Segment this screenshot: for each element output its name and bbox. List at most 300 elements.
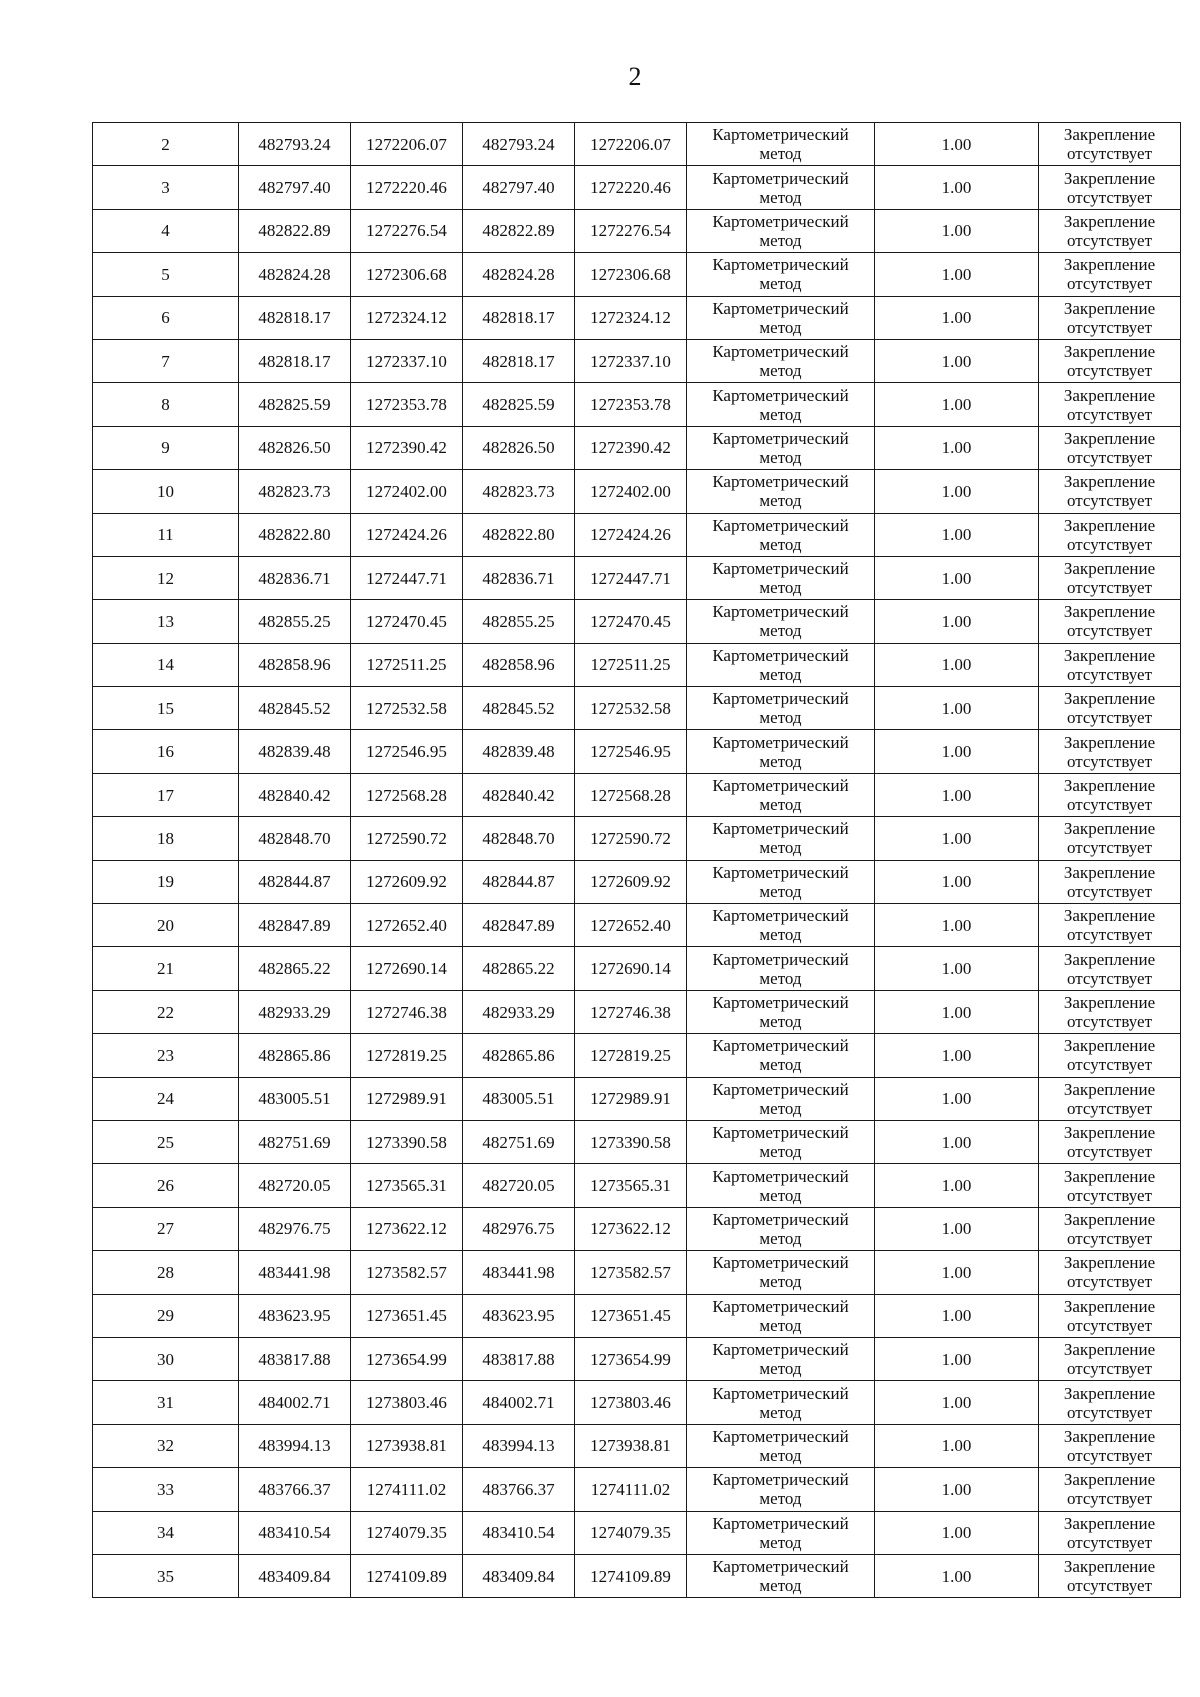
y-coordinate-new-cell: 1273622.12	[575, 1207, 687, 1250]
y-coordinate-new-cell: 1272470.45	[575, 600, 687, 643]
fixation-text: Закрепление	[1063, 515, 1156, 535]
y-coordinate-cell: 1272206.07	[351, 123, 463, 166]
fixation-text: Закрепление	[1063, 428, 1156, 448]
method-text: Картометрический	[712, 1513, 849, 1533]
fixation-text: Закрепление	[1063, 1557, 1156, 1577]
method-text: метод	[759, 881, 802, 901]
method-text: Картометрический	[712, 732, 849, 752]
accuracy-cell: 1.00	[875, 990, 1039, 1033]
fixation-text: Закрепление	[1063, 255, 1156, 275]
y-coordinate-cell: 1273654.99	[351, 1337, 463, 1380]
fixation-text: отсутствует	[1066, 1489, 1153, 1509]
table-row	[93, 600, 1181, 643]
y-coordinate-new-cell: 1273390.58	[575, 1120, 687, 1163]
fixation-text: отсутствует	[1066, 925, 1153, 945]
fixation-text: отсутствует	[1066, 1012, 1153, 1031]
y-coordinate-new-cell: 1272390.42	[575, 426, 687, 469]
method-text: Картометрический	[712, 298, 849, 318]
accuracy-cell: 1.00	[875, 383, 1039, 426]
table-row	[93, 1034, 1181, 1077]
accuracy-cell: 1.00	[875, 1034, 1039, 1077]
y-coordinate-new-cell: 1273654.99	[575, 1337, 687, 1380]
fixation-text: Закрепление	[1063, 776, 1156, 796]
point-number-cell: 27	[93, 1207, 239, 1250]
point-number-cell: 7	[93, 339, 239, 382]
y-coordinate-new-cell: 1272609.92	[575, 860, 687, 903]
x-coordinate-new-cell: 483409.84	[463, 1554, 575, 1597]
y-coordinate-new-cell: 1272353.78	[575, 383, 687, 426]
method-text: метод	[759, 187, 802, 207]
x-coordinate-cell: 482823.73	[239, 470, 351, 513]
method-text: метод	[759, 491, 802, 511]
x-coordinate-new-cell: 483766.37	[463, 1468, 575, 1511]
fixation-cell	[1039, 513, 1181, 556]
fixation-text: отсутствует	[1066, 187, 1153, 207]
method-text: Картометрический	[712, 1296, 849, 1316]
point-number-cell: 24	[93, 1077, 239, 1120]
accuracy-cell: 1.00	[875, 1120, 1039, 1163]
y-coordinate-cell: 1272220.46	[351, 166, 463, 209]
x-coordinate-cell: 484002.71	[239, 1381, 351, 1424]
fixation-cell	[1039, 1034, 1181, 1077]
y-coordinate-cell: 1272590.72	[351, 817, 463, 860]
method-cell	[687, 253, 875, 296]
accuracy-cell: 1.00	[875, 860, 1039, 903]
y-coordinate-new-cell: 1272276.54	[575, 209, 687, 252]
method-text: метод	[759, 1228, 802, 1248]
x-coordinate-cell: 483994.13	[239, 1424, 351, 1467]
x-coordinate-new-cell: 482840.42	[463, 773, 575, 816]
x-coordinate-new-cell: 482720.05	[463, 1164, 575, 1207]
x-coordinate-cell: 482858.96	[239, 643, 351, 686]
method-cell	[687, 947, 875, 990]
method-text: метод	[759, 1315, 802, 1335]
method-text: метод	[759, 1576, 802, 1596]
fixation-text: отсутствует	[1066, 1185, 1153, 1205]
y-coordinate-new-cell: 1272546.95	[575, 730, 687, 773]
method-text: Картометрический	[712, 602, 849, 622]
method-cell	[687, 1294, 875, 1337]
accuracy-cell: 1.00	[875, 773, 1039, 816]
x-coordinate-new-cell: 482976.75	[463, 1207, 575, 1250]
fixation-text: отсутствует	[1066, 1055, 1153, 1075]
y-coordinate-cell: 1273582.57	[351, 1251, 463, 1294]
fixation-cell	[1039, 860, 1181, 903]
y-coordinate-cell: 1273651.45	[351, 1294, 463, 1337]
fixation-text: Закрепление	[1063, 342, 1156, 362]
fixation-text: Закрепление	[1063, 993, 1156, 1012]
fixation-text: отсутствует	[1066, 664, 1153, 684]
y-coordinate-new-cell: 1272306.68	[575, 253, 687, 296]
fixation-text: Закрепление	[1063, 1079, 1156, 1099]
fixation-cell	[1039, 1164, 1181, 1207]
table-row	[93, 166, 1181, 209]
method-text: Картометрический	[712, 385, 849, 405]
fixation-cell	[1039, 730, 1181, 773]
method-cell	[687, 600, 875, 643]
method-text: метод	[759, 795, 802, 815]
x-coordinate-new-cell: 482836.71	[463, 556, 575, 599]
fixation-text: Закрепление	[1063, 819, 1156, 839]
x-coordinate-cell: 483766.37	[239, 1468, 351, 1511]
point-number-cell: 4	[93, 209, 239, 252]
method-cell	[687, 817, 875, 860]
point-number-cell: 28	[93, 1251, 239, 1294]
x-coordinate-new-cell: 483441.98	[463, 1251, 575, 1294]
method-text: Картометрический	[712, 862, 849, 882]
accuracy-cell: 1.00	[875, 296, 1039, 339]
fixation-cell	[1039, 1424, 1181, 1467]
page-number: 2	[628, 62, 642, 91]
point-number-cell: 34	[93, 1511, 239, 1554]
method-text: метод	[759, 1098, 802, 1118]
method-cell	[687, 1251, 875, 1294]
y-coordinate-cell: 1273803.46	[351, 1381, 463, 1424]
fixation-text: отсутствует	[1066, 621, 1153, 641]
method-cell	[687, 339, 875, 382]
accuracy-cell: 1.00	[875, 1424, 1039, 1467]
x-coordinate-new-cell: 482793.24	[463, 123, 575, 166]
x-coordinate-new-cell: 482818.17	[463, 296, 575, 339]
method-cell	[687, 209, 875, 252]
method-text: Картометрический	[712, 689, 849, 709]
accuracy-cell: 1.00	[875, 600, 1039, 643]
point-number-cell: 16	[93, 730, 239, 773]
method-cell	[687, 1337, 875, 1380]
x-coordinate-new-cell: 482797.40	[463, 166, 575, 209]
fixation-text: Закрепление	[1063, 1123, 1156, 1143]
method-text: Картометрический	[712, 949, 849, 969]
point-number-cell: 15	[93, 687, 239, 730]
method-cell	[687, 687, 875, 730]
fixation-text: Закрепление	[1063, 1253, 1156, 1273]
x-coordinate-new-cell: 484002.71	[463, 1381, 575, 1424]
point-number-cell: 3	[93, 166, 239, 209]
method-text: метод	[759, 1185, 802, 1205]
fixation-text: отсутствует	[1066, 838, 1153, 858]
table-row	[93, 209, 1181, 252]
method-text: Картометрический	[712, 125, 849, 145]
y-coordinate-new-cell: 1272989.91	[575, 1077, 687, 1120]
x-coordinate-cell: 482865.86	[239, 1034, 351, 1077]
method-text: Картометрический	[712, 906, 849, 926]
fixation-text: отсутствует	[1066, 1402, 1153, 1422]
y-coordinate-cell: 1272532.58	[351, 687, 463, 730]
method-cell	[687, 123, 875, 166]
y-coordinate-new-cell: 1272337.10	[575, 339, 687, 382]
table-row	[93, 513, 1181, 556]
accuracy-cell: 1.00	[875, 470, 1039, 513]
fixation-text: отсутствует	[1066, 1098, 1153, 1118]
fixation-text: Закрепление	[1063, 472, 1156, 492]
x-coordinate-new-cell: 482865.86	[463, 1034, 575, 1077]
method-text: метод	[759, 708, 802, 728]
table-row	[93, 296, 1181, 339]
fixation-text: Закрепление	[1063, 1470, 1156, 1490]
y-coordinate-new-cell: 1272532.58	[575, 687, 687, 730]
fixation-text: отсутствует	[1066, 578, 1153, 598]
accuracy-cell: 1.00	[875, 1337, 1039, 1380]
y-coordinate-cell: 1272568.28	[351, 773, 463, 816]
y-coordinate-cell: 1273622.12	[351, 1207, 463, 1250]
x-coordinate-cell: 482840.42	[239, 773, 351, 816]
method-text: метод	[759, 144, 802, 164]
table-row	[93, 123, 1181, 166]
y-coordinate-new-cell: 1272402.00	[575, 470, 687, 513]
x-coordinate-cell: 482720.05	[239, 1164, 351, 1207]
x-coordinate-new-cell: 482848.70	[463, 817, 575, 860]
method-text: метод	[759, 1489, 802, 1509]
x-coordinate-new-cell: 482751.69	[463, 1120, 575, 1163]
x-coordinate-cell: 483410.54	[239, 1511, 351, 1554]
accuracy-cell: 1.00	[875, 1511, 1039, 1554]
x-coordinate-new-cell: 482824.28	[463, 253, 575, 296]
table-row	[93, 470, 1181, 513]
fixation-text: Закрепление	[1063, 298, 1156, 318]
method-text: Картометрический	[712, 1253, 849, 1273]
y-coordinate-new-cell: 1272424.26	[575, 513, 687, 556]
accuracy-cell: 1.00	[875, 1381, 1039, 1424]
table-row	[93, 1337, 1181, 1380]
table-row	[93, 339, 1181, 382]
method-text: Картометрический	[712, 559, 849, 579]
fixation-text: отсутствует	[1066, 1359, 1153, 1379]
fixation-text: отсутствует	[1066, 534, 1153, 554]
point-number-cell: 10	[93, 470, 239, 513]
method-cell	[687, 730, 875, 773]
fixation-text: Закрепление	[1063, 602, 1156, 622]
method-text: Картометрический	[712, 342, 849, 362]
x-coordinate-new-cell: 482845.52	[463, 687, 575, 730]
method-cell	[687, 1424, 875, 1467]
method-cell	[687, 556, 875, 599]
point-number-cell: 21	[93, 947, 239, 990]
fixation-text: отсутствует	[1066, 230, 1153, 250]
method-text: метод	[759, 1445, 802, 1465]
method-text: Картометрический	[712, 428, 849, 448]
method-text: метод	[759, 361, 802, 381]
fixation-cell	[1039, 1294, 1181, 1337]
fixation-cell	[1039, 296, 1181, 339]
fixation-cell	[1039, 383, 1181, 426]
y-coordinate-cell: 1272546.95	[351, 730, 463, 773]
x-coordinate-cell: 482797.40	[239, 166, 351, 209]
x-coordinate-cell: 482848.70	[239, 817, 351, 860]
y-coordinate-cell: 1272276.54	[351, 209, 463, 252]
method-cell	[687, 860, 875, 903]
fixation-cell	[1039, 990, 1181, 1033]
y-coordinate-new-cell: 1272568.28	[575, 773, 687, 816]
method-text: Картометрический	[712, 1123, 849, 1143]
x-coordinate-cell: 483817.88	[239, 1337, 351, 1380]
method-text: метод	[759, 968, 802, 988]
x-coordinate-cell: 483409.84	[239, 1554, 351, 1597]
y-coordinate-new-cell: 1274109.89	[575, 1554, 687, 1597]
method-text: метод	[759, 664, 802, 684]
fixation-text: отсутствует	[1066, 1532, 1153, 1552]
x-coordinate-cell: 482845.52	[239, 687, 351, 730]
fixation-cell	[1039, 1381, 1181, 1424]
x-coordinate-new-cell: 483410.54	[463, 1511, 575, 1554]
fixation-text: Закрепление	[1063, 168, 1156, 188]
y-coordinate-cell: 1272390.42	[351, 426, 463, 469]
x-coordinate-cell: 482836.71	[239, 556, 351, 599]
fixation-text: Закрепление	[1063, 732, 1156, 752]
y-coordinate-new-cell: 1272690.14	[575, 947, 687, 990]
fixation-cell	[1039, 1554, 1181, 1597]
method-text: Картометрический	[712, 1340, 849, 1360]
point-number-cell: 30	[93, 1337, 239, 1380]
accuracy-cell: 1.00	[875, 123, 1039, 166]
x-coordinate-cell: 483441.98	[239, 1251, 351, 1294]
method-cell	[687, 296, 875, 339]
fixation-text: Закрепление	[1063, 906, 1156, 926]
x-coordinate-new-cell: 483817.88	[463, 1337, 575, 1380]
method-cell	[687, 1164, 875, 1207]
point-number-cell: 14	[93, 643, 239, 686]
method-text: Картометрический	[712, 1036, 849, 1056]
point-number-cell: 25	[93, 1120, 239, 1163]
x-coordinate-new-cell: 483005.51	[463, 1077, 575, 1120]
method-text: Картометрический	[712, 168, 849, 188]
fixation-text: Закрепление	[1063, 1166, 1156, 1186]
x-coordinate-new-cell: 482823.73	[463, 470, 575, 513]
method-text: Картометрический	[712, 1470, 849, 1490]
method-text: метод	[759, 447, 802, 467]
x-coordinate-new-cell: 483994.13	[463, 1424, 575, 1467]
fixation-text: Закрепление	[1063, 1383, 1156, 1403]
y-coordinate-new-cell: 1272590.72	[575, 817, 687, 860]
point-number-cell: 17	[93, 773, 239, 816]
y-coordinate-cell: 1273938.81	[351, 1424, 463, 1467]
method-text: метод	[759, 1272, 802, 1292]
x-coordinate-new-cell: 482847.89	[463, 904, 575, 947]
table-row	[93, 1294, 1181, 1337]
fixation-text: Закрепление	[1063, 949, 1156, 969]
fixation-text: отсутствует	[1066, 968, 1153, 988]
x-coordinate-cell: 482825.59	[239, 383, 351, 426]
table-row	[93, 643, 1181, 686]
y-coordinate-new-cell: 1272511.25	[575, 643, 687, 686]
x-coordinate-cell: 482865.22	[239, 947, 351, 990]
fixation-cell	[1039, 643, 1181, 686]
x-coordinate-new-cell: 482818.17	[463, 339, 575, 382]
method-cell	[687, 1077, 875, 1120]
accuracy-cell: 1.00	[875, 1251, 1039, 1294]
table-row	[93, 773, 1181, 816]
y-coordinate-new-cell: 1274079.35	[575, 1511, 687, 1554]
method-text: Картометрический	[712, 1079, 849, 1099]
fixation-cell	[1039, 600, 1181, 643]
method-text: метод	[759, 925, 802, 945]
y-coordinate-cell: 1274109.89	[351, 1554, 463, 1597]
point-number-cell: 18	[93, 817, 239, 860]
fixation-text: Закрепление	[1063, 1513, 1156, 1533]
fixation-cell	[1039, 947, 1181, 990]
table-body	[93, 123, 1181, 1598]
point-number-cell: 35	[93, 1554, 239, 1597]
method-text: метод	[759, 1055, 802, 1075]
method-text: Картометрический	[712, 819, 849, 839]
x-coordinate-cell: 482824.28	[239, 253, 351, 296]
accuracy-cell: 1.00	[875, 1468, 1039, 1511]
fixation-cell	[1039, 1207, 1181, 1250]
table-row	[93, 860, 1181, 903]
fixation-text: отсутствует	[1066, 447, 1153, 467]
x-coordinate-new-cell: 482858.96	[463, 643, 575, 686]
method-text: Картометрический	[712, 645, 849, 665]
fixation-text: Закрепление	[1063, 862, 1156, 882]
y-coordinate-new-cell: 1272652.40	[575, 904, 687, 947]
fixation-cell	[1039, 470, 1181, 513]
table-row	[93, 1207, 1181, 1250]
accuracy-cell: 1.00	[875, 1164, 1039, 1207]
accuracy-cell: 1.00	[875, 556, 1039, 599]
fixation-cell	[1039, 687, 1181, 730]
method-cell	[687, 904, 875, 947]
accuracy-cell: 1.00	[875, 209, 1039, 252]
fixation-text: отсутствует	[1066, 317, 1153, 337]
fixation-text: отсутствует	[1066, 1315, 1153, 1335]
x-coordinate-cell: 482751.69	[239, 1120, 351, 1163]
y-coordinate-cell: 1272324.12	[351, 296, 463, 339]
fixation-text: отсутствует	[1066, 751, 1153, 771]
x-coordinate-cell: 482976.75	[239, 1207, 351, 1250]
fixation-cell	[1039, 773, 1181, 816]
fixation-cell	[1039, 209, 1181, 252]
fixation-cell	[1039, 123, 1181, 166]
table-row	[93, 556, 1181, 599]
x-coordinate-cell: 482826.50	[239, 426, 351, 469]
method-text: Картометрический	[712, 776, 849, 796]
x-coordinate-cell: 482855.25	[239, 600, 351, 643]
y-coordinate-cell: 1272353.78	[351, 383, 463, 426]
x-coordinate-cell: 483623.95	[239, 1294, 351, 1337]
method-text: Картометрический	[712, 1383, 849, 1403]
y-coordinate-cell: 1272989.91	[351, 1077, 463, 1120]
method-text: Картометрический	[712, 1209, 849, 1229]
y-coordinate-cell: 1274079.35	[351, 1511, 463, 1554]
method-cell	[687, 1468, 875, 1511]
fixation-text: отсутствует	[1066, 1228, 1153, 1248]
fixation-text: отсутствует	[1066, 491, 1153, 511]
table-row	[93, 1554, 1181, 1597]
fixation-cell	[1039, 166, 1181, 209]
method-cell	[687, 1381, 875, 1424]
fixation-text: отсутствует	[1066, 1445, 1153, 1465]
point-number-cell: 9	[93, 426, 239, 469]
table-row	[93, 1511, 1181, 1554]
y-coordinate-new-cell: 1272220.46	[575, 166, 687, 209]
fixation-cell	[1039, 1511, 1181, 1554]
fixation-text: отсутствует	[1066, 404, 1153, 424]
table-row	[93, 1120, 1181, 1163]
fixation-cell	[1039, 426, 1181, 469]
point-number-cell: 20	[93, 904, 239, 947]
accuracy-cell: 1.00	[875, 1077, 1039, 1120]
y-coordinate-cell: 1273390.58	[351, 1120, 463, 1163]
y-coordinate-new-cell: 1274111.02	[575, 1468, 687, 1511]
fixation-cell	[1039, 1337, 1181, 1380]
y-coordinate-cell: 1272609.92	[351, 860, 463, 903]
fixation-text: Закрепление	[1063, 1426, 1156, 1446]
accuracy-cell: 1.00	[875, 817, 1039, 860]
method-cell	[687, 426, 875, 469]
fixation-text: Закрепление	[1063, 689, 1156, 709]
method-text: Картометрический	[712, 1166, 849, 1186]
table-row	[93, 1468, 1181, 1511]
point-number-cell: 23	[93, 1034, 239, 1077]
